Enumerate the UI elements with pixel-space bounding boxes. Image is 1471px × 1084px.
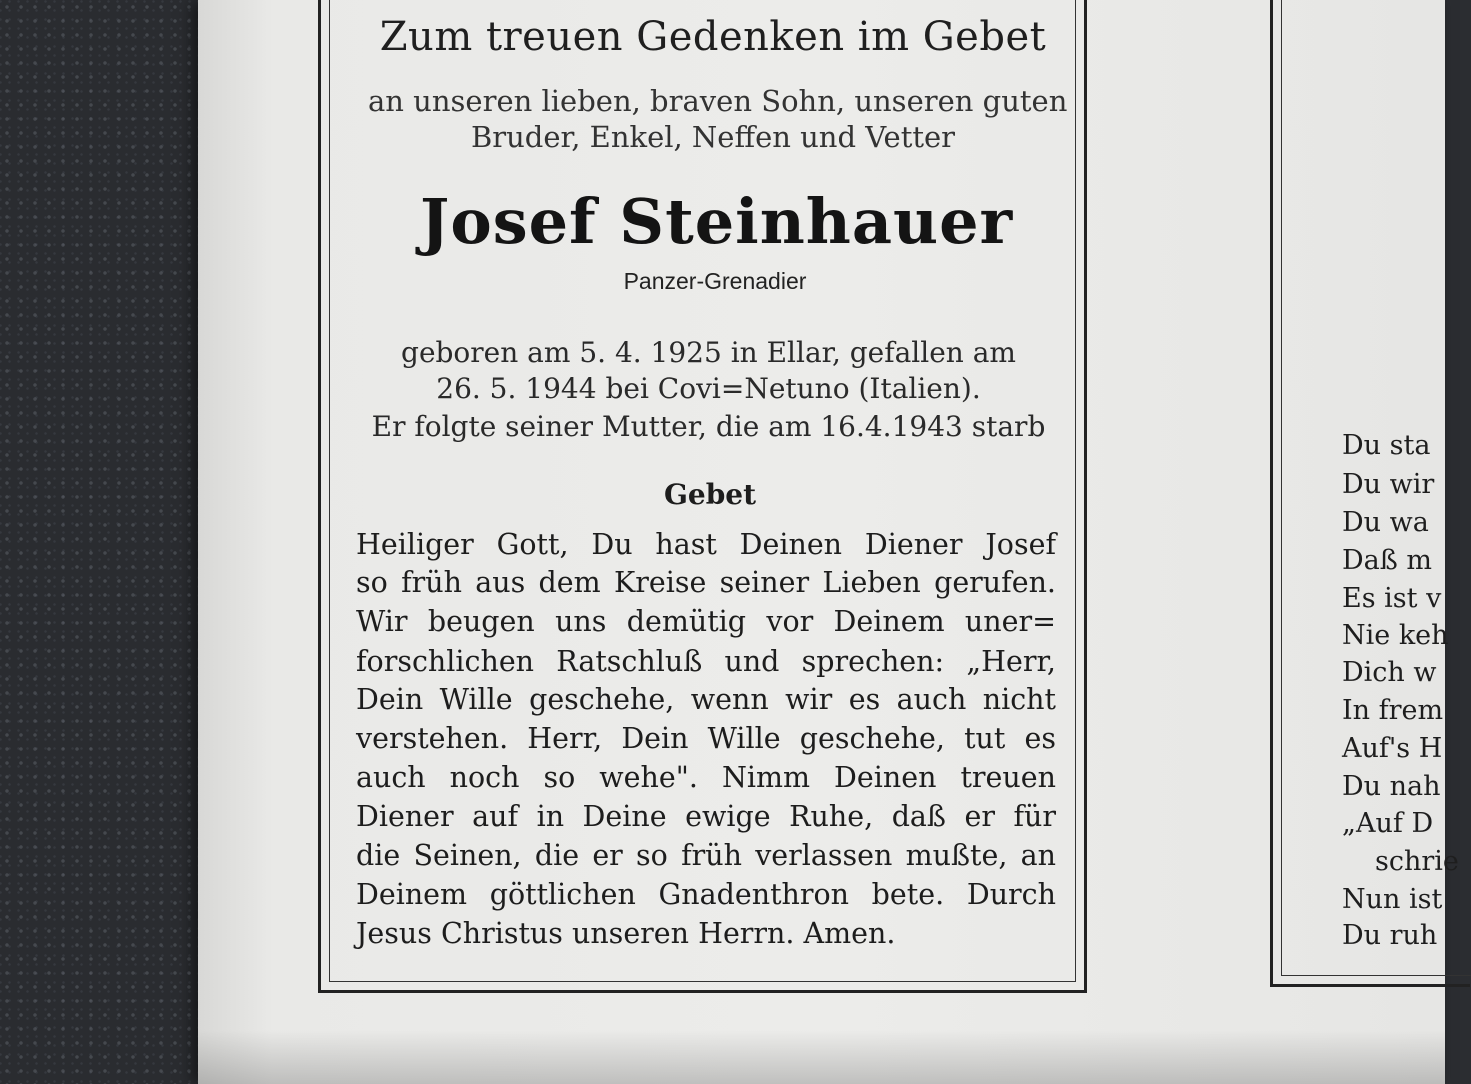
right-panel-line: Du nah: [1342, 771, 1441, 802]
prayer-line: so früh aus dem Kreise seiner Lieben gerufen.: [356, 566, 1056, 599]
prayer-line: Dein Wille geschehe, wenn wir es auch nicht: [356, 683, 1056, 716]
right-panel-line: In frem: [1342, 695, 1444, 726]
fabric-background: [0, 0, 230, 1084]
bio-line: 26. 5. 1944 bei Covi=Netuno (Italien).: [436, 372, 981, 405]
prayer-line: verstehen. Herr, Dein Wille geschehe, tut es: [356, 722, 1056, 755]
intro-line: an unseren lieben, braven Sohn, unseren guten: [368, 84, 1068, 118]
prayer-line: Jesus Christus unseren Herrn. Amen.: [356, 917, 896, 950]
intro-line: Bruder, Enkel, Neffen und Vetter: [470, 120, 956, 154]
right-panel-line: Auf's H: [1342, 733, 1443, 764]
bio-line: geboren am 5. 4. 1925 in Ellar, gefallen am: [401, 336, 1016, 369]
card-title: Zum treuen Gedenken im Gebet: [379, 14, 1047, 60]
prayer-heading: Gebet: [663, 478, 757, 511]
right-panel-line: „Auf D: [1342, 808, 1434, 839]
prayer-line: Diener auf in Deine ewige Ruhe, daß er für: [356, 800, 1056, 833]
prayer-line: Deinem göttlichen Gnadenthron bete. Durch: [356, 878, 1056, 911]
deceased-name: Josef Steinhauer: [420, 185, 1014, 258]
bio-line: Er folgte seiner Mutter, die am 16.4.1943 starb: [371, 410, 1046, 443]
prayer-line: Wir beugen uns demütig vor Deinem uner=: [356, 605, 1056, 638]
right-panel-line: schrie: [1375, 846, 1459, 877]
military-rank: Panzer-Grenadier: [623, 268, 807, 294]
paper-shadow: [198, 1030, 1445, 1084]
prayer-line: auch noch so wehe". Nimm Deinen treuen: [356, 761, 1056, 794]
right-panel-line: Du sta: [1342, 430, 1431, 461]
right-panel-line: Dich w: [1342, 657, 1437, 688]
prayer-line: forschlichen Ratschluß und sprechen: „Herr,: [356, 645, 1056, 678]
prayer-line: die Seinen, die er so früh verlassen mußte, an: [356, 839, 1056, 872]
right-panel-line: Du wa: [1342, 507, 1429, 538]
right-panel-line: Du wir: [1342, 469, 1435, 500]
right-panel-line: Es ist v: [1342, 583, 1442, 614]
right-panel-line: Du ruh: [1342, 920, 1438, 951]
right-panel-line: Nun ist: [1342, 884, 1443, 915]
right-panel-line: Daß m: [1342, 545, 1432, 576]
prayer-line: Heiliger Gott, Du hast Deinen Diener Josef: [356, 528, 1056, 561]
right-panel-line: Nie keh: [1342, 620, 1449, 651]
